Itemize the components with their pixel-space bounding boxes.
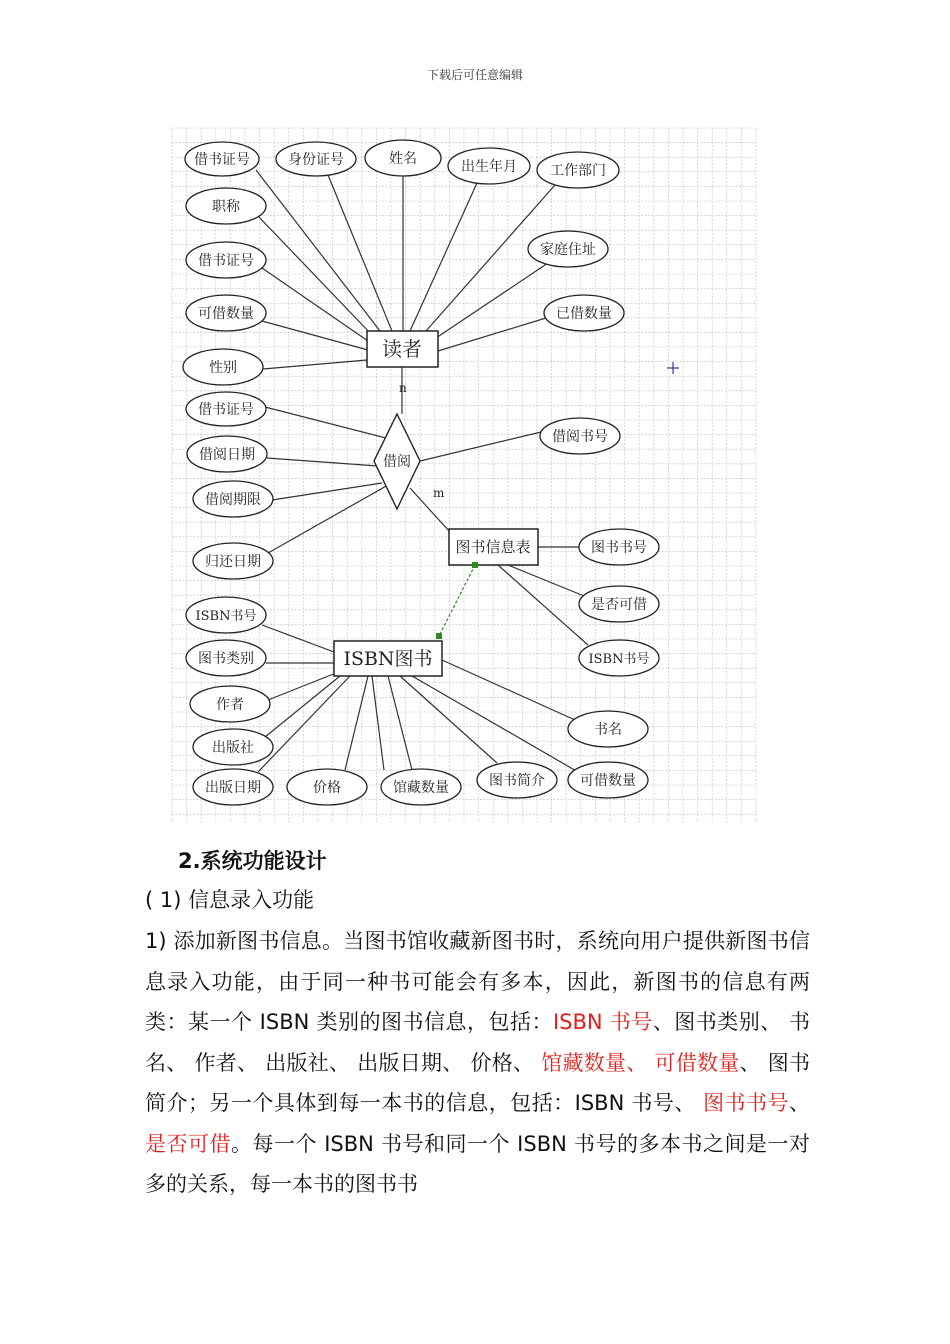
green-connector [436,562,478,639]
svg-text:借书证号: 借书证号 [194,152,250,168]
svg-text:借阅: 借阅 [383,454,411,470]
svg-text:书名: 书名 [594,722,622,738]
svg-text:借阅期限: 借阅期限 [205,492,261,508]
svg-text:是否可借: 是否可借 [591,597,647,613]
attr-reader-department [537,152,619,188]
svg-text:可借数量: 可借数量 [198,306,254,322]
svg-text:已借数量: 已借数量 [556,306,612,322]
attr-borrow-return-date [193,543,273,579]
text-run: 。每一个 ISBN 书号和同一个 ISBN 书号的多本书之间是一对多的关系，每一本书的图书书 [145,1131,811,1196]
subsection-title: ( 1) 信息录入功能 [145,888,315,912]
attr-info-book-no [579,529,659,565]
svg-text:可借数量: 可借数量 [580,773,636,789]
attr-borrow-book-no [540,418,620,454]
highlight-run: 馆藏数量、 [541,1050,648,1075]
attr-isbn-borrowable [568,762,648,798]
svg-text:ISBN书号: ISBN书号 [195,609,257,624]
connector-line [262,268,368,341]
attr-info-isbn [579,640,659,676]
svg-text:借书证号: 借书证号 [198,253,254,269]
attr-isbn-title [568,711,648,747]
svg-text:出生年月: 出生年月 [461,159,517,175]
svg-text:ISBN图书: ISBN图书 [343,648,433,670]
svg-text:读者: 读者 [382,337,422,361]
attr-borrow-period [193,481,273,517]
entity-reader [367,331,438,367]
connector-line [438,318,546,351]
highlight-run: ISBN 书号 [552,1010,653,1034]
attr-borrow-date [187,436,267,472]
connector-line [442,660,575,720]
relationship-borrow [374,414,420,509]
section-title: 2.系统功能设计 [178,849,327,873]
attr-info-available [579,586,659,622]
attr-reader-name [365,140,441,176]
svg-text:姓名: 姓名 [389,151,417,167]
connector-line [265,407,386,438]
connector-line [262,321,368,350]
svg-text:图书简介: 图书简介 [489,773,545,789]
entity-isbn-book [334,641,442,676]
svg-text:职称: 职称 [212,199,240,215]
diagram-grid [172,128,756,822]
svg-text:借阅日期: 借阅日期 [199,447,255,463]
svg-text:作者: 作者 [216,697,244,713]
highlight-run: 是否可借 [145,1131,232,1156]
svg-text:身份证号: 身份证号 [288,152,344,168]
svg-text:价格: 价格 [313,780,341,796]
svg-text:馆藏数量: 馆藏数量 [393,780,449,796]
connector-line [328,175,392,331]
attr-isbn-price [287,769,367,805]
highlight-run: 可借数量 [654,1050,740,1075]
connector-line [268,485,388,553]
connector-line [265,676,340,737]
text-run: 、 图书简介；另一个具体到每一本书的信息，包括：ISBN 书号、 [145,1050,811,1115]
connector-line [372,676,384,770]
svg-text:图书信息表: 图书信息表 [455,538,531,556]
attr-isbn-pub-date [193,769,273,805]
attr-isbn-publisher [193,729,273,765]
svg-text:图书类别: 图书类别 [198,651,254,667]
svg-text:借阅书号: 借阅书号 [552,429,608,445]
entity-book-info [449,529,538,565]
connector-line [420,432,541,461]
connector-line [400,676,497,763]
connector-line [498,565,588,645]
attr-isbn-author [190,686,270,722]
attr-reader-id-no [276,142,356,176]
attr-reader-gender [183,349,263,385]
svg-text:工作部门: 工作部门 [550,163,606,179]
attr-isbn-intro [477,762,557,798]
attr-borrow-card-no [186,392,266,426]
svg-text:归还日期: 归还日期 [205,554,261,570]
cardinality-m: m [433,486,445,500]
text-run: 、图书类别、 书名、 作者、 出版社、 出版日期、 价格、 [145,1010,810,1075]
body-paragraph [145,921,810,1205]
svg-text:图书书号: 图书书号 [591,540,647,556]
attr-reader-card-no-1 [185,142,259,176]
attr-isbn-category [186,640,266,676]
highlight-run: 图书书号 [703,1091,789,1115]
cross-marker [667,362,679,374]
connector-line [258,676,350,772]
svg-text:出版日期: 出版日期 [205,780,261,796]
svg-text:性别: 性别 [209,360,237,376]
svg-text:出版社: 出版社 [212,740,254,756]
cardinality-n: n [399,381,407,395]
svg-text:ISBN书号: ISBN书号 [588,652,650,667]
attr-reader-title [186,188,266,224]
connector-line [258,216,372,335]
attr-reader-birth [448,148,530,184]
text-run: 1) 添加新图书信息。当图书馆收藏新图书时，系统向用户提供新图书信息录入功能，由于同一种书可能会有多本，因此，新图书的信息有两类：某一个 ISBN 类别的图书信息，包括： [145,929,810,1034]
connector-line [267,458,378,466]
attr-reader-borrowable [186,295,266,331]
connector-line [268,673,336,700]
attr-reader-address [528,231,608,267]
page-header: 下载后可任意编辑 [426,68,523,82]
svg-text:借书证号: 借书证号 [198,402,254,418]
connector-line [412,676,585,776]
attr-reader-card-no-2 [186,242,266,278]
attr-isbn-collection [381,769,461,805]
svg-text:家庭住址: 家庭住址 [540,242,596,258]
attr-isbn-no [186,597,266,633]
attr-reader-borrowed [544,295,624,331]
connector-line [262,625,334,652]
text-run: 、 [789,1091,810,1115]
